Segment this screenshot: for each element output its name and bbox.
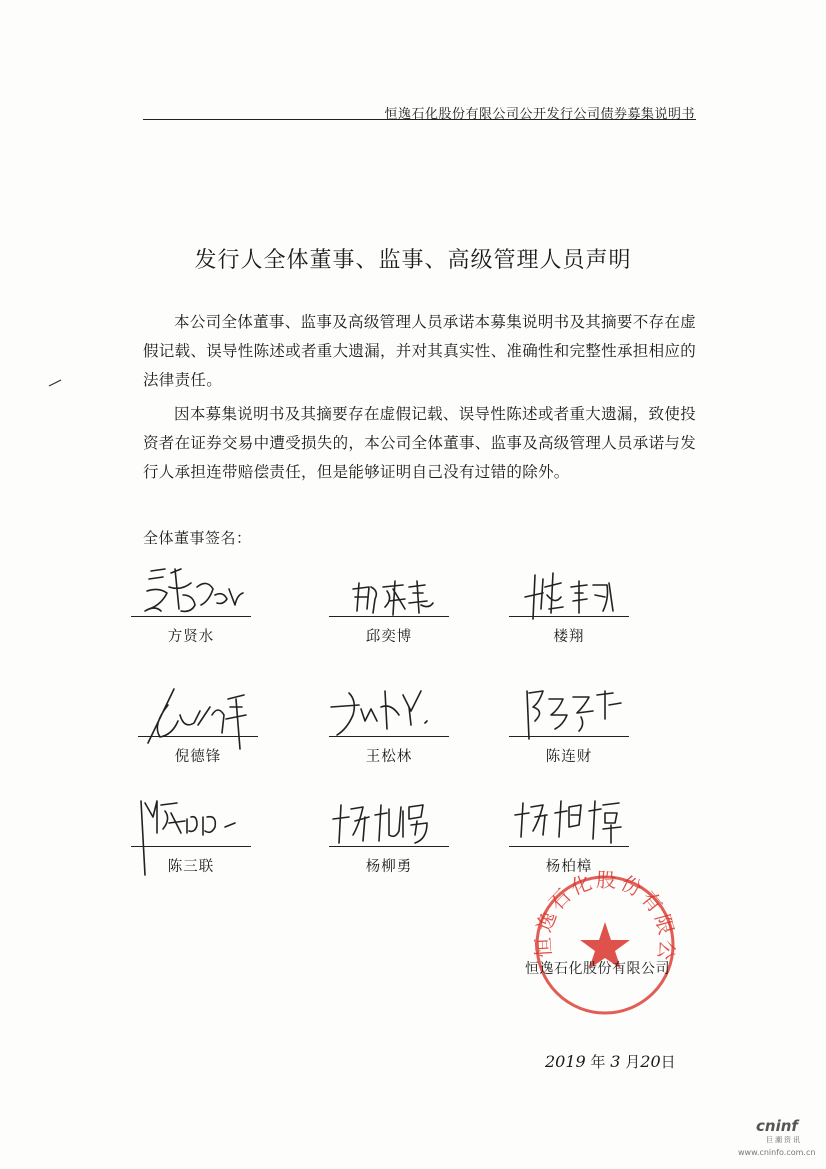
svg-text:恒逸石化股份有限公司: 恒逸石化股份有限公 [530, 870, 680, 965]
signature-block-lou-xiang [509, 565, 629, 655]
handwritten-signature-yang-bozhang [509, 795, 629, 857]
cninf-brand-sub: 巨潮资讯 [766, 1136, 802, 1144]
director-name: 倪德锋 [174, 749, 222, 765]
signature-line [329, 736, 449, 737]
handwritten-signature-lou-xiang [509, 565, 629, 627]
signature-block-chen-sanlian [131, 795, 251, 885]
director-name: 邱奕博 [365, 629, 413, 645]
handwritten-signature-qiu-yibo [329, 565, 449, 627]
director-name: 楼翔 [553, 629, 585, 645]
stray-pen-mark [48, 372, 62, 380]
signature-heading: 全体董事签名： [143, 529, 252, 547]
handwritten-signature-fang-xianshui [131, 565, 251, 627]
handwritten-signature-chen-sanlian [131, 795, 251, 857]
statement-paragraph-2: 因本募集说明书及其摘要存在虚假记载、误导性陈述或者重大遗漏，致使投资者在证券交易中遭受损失的，本公司全体董事、监事及高级管理人员承诺与发行人承担连带赔偿责任，但是能够证明自己没有过错的除外。 [143, 405, 697, 481]
director-name: 方贤水 [167, 629, 215, 645]
date-month: 3 [610, 1052, 621, 1071]
signature-line [131, 616, 251, 617]
handwritten-signature-chen-liancai [509, 685, 629, 747]
signature-block-yang-liuyong [329, 795, 449, 885]
date-day: 20 [640, 1052, 661, 1071]
director-name: 王松林 [365, 749, 413, 765]
director-name: 陈连财 [545, 749, 593, 765]
signature-block-fang-xianshui [131, 565, 251, 655]
handwritten-signature-yang-liuyong [329, 795, 449, 857]
signature-block-ni-defeng [138, 685, 258, 775]
director-name: 杨柏樟 [545, 859, 593, 875]
director-name: 陈三联 [167, 859, 215, 875]
issuer-company-name: 恒逸石化股份有限公司 [525, 961, 670, 977]
statement-paragraph-1: 本公司全体董事、监事及高级管理人员承诺本募集说明书及其摘要不存在虚假记载、误导性陈述或者重大遗漏，并对其真实性、准确性和完整性承担相应的法律责任。 [143, 313, 697, 389]
date-month-unit: 月 [625, 1053, 641, 1071]
signature-line [329, 846, 449, 847]
signature-line [131, 846, 251, 847]
date-day-unit: 日 [660, 1053, 676, 1071]
date-year: 2019 [545, 1052, 586, 1071]
handwritten-signature-ni-defeng [138, 685, 258, 747]
signature-line [138, 736, 258, 737]
header-rule [143, 119, 696, 120]
handwritten-signature-wang-songlin [329, 685, 449, 747]
cninf-logo [752, 1117, 822, 1147]
signing-date [545, 1051, 676, 1072]
director-name: 杨柳勇 [365, 859, 413, 875]
signature-block-wang-songlin [329, 685, 449, 775]
statement-title: 发行人全体董事、监事、高级管理人员声明 [194, 247, 632, 273]
cninf-site-url: www.cninfo.com.cn [738, 1148, 816, 1157]
cninf-brand-text: cninf [756, 1117, 798, 1135]
company-seal [530, 870, 680, 1020]
date-year-unit: 年 [590, 1053, 606, 1071]
signature-block-qiu-yibo [329, 565, 449, 655]
signature-block-chen-liancai [509, 685, 629, 775]
signature-line [509, 616, 629, 617]
header-doc-title: 恒逸石化股份有限公司公开发行公司债券募集说明书 [384, 107, 695, 122]
signature-line [329, 616, 449, 617]
signature-line [509, 736, 629, 737]
signature-line [509, 846, 629, 847]
